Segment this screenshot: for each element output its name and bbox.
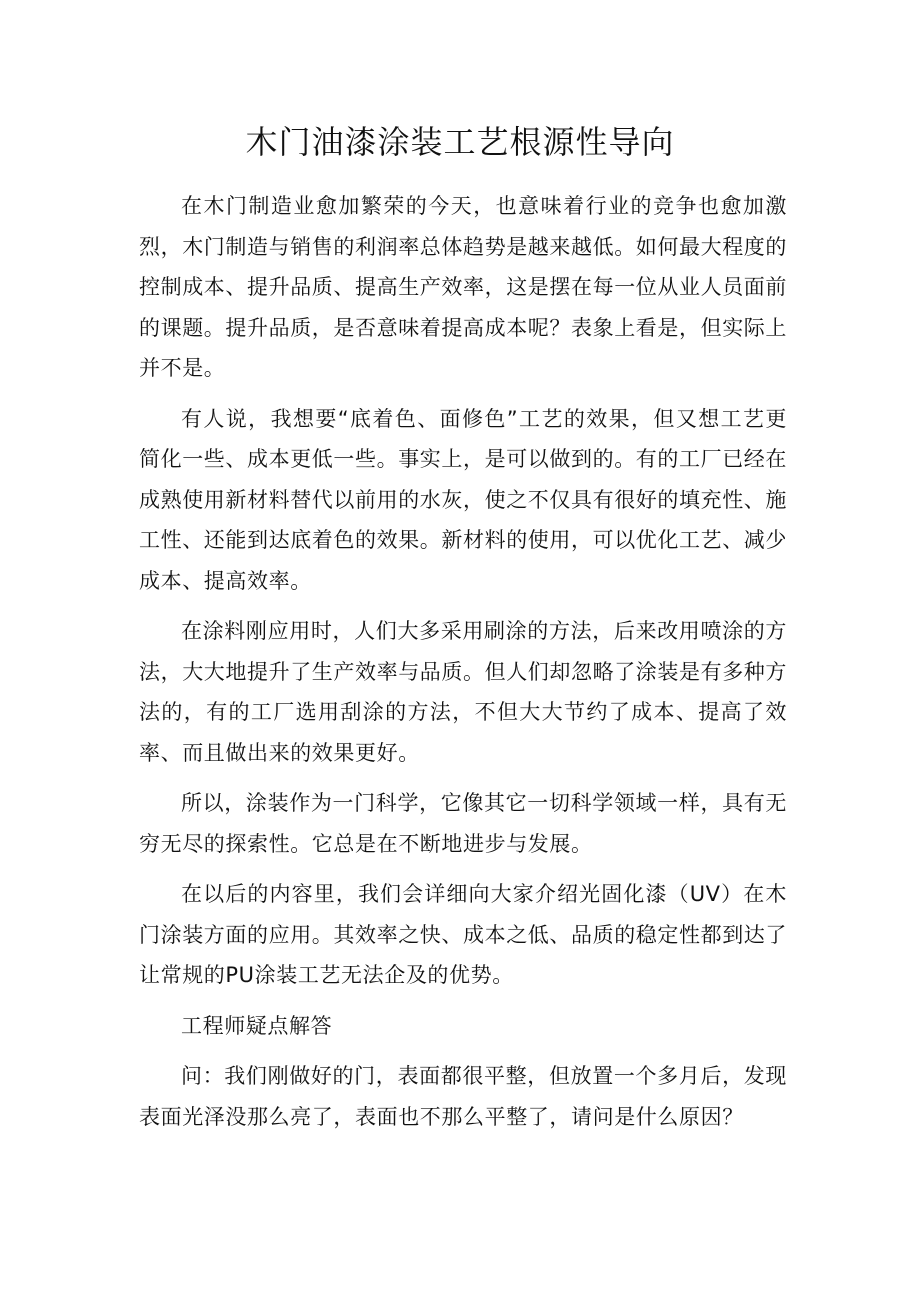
paragraph-coating-methods: 在涂料刚应用时，人们大多采用刷涂的方法，后来改用喷涂的方法，大大地提升了生产效率与品质。但人们却忽略了涂装是有多种方法的，有的工厂选用刮涂的方法，不但大大节约了成本、提高了效率、而且做出来的效果更好。 [139, 619, 787, 765]
document-body [139, 186, 787, 1147]
paragraph-uv: 在以后的内容里，我们会详细向大家介绍光固化漆（UV）在木门涂装方面的应用。其效率之快、成本之低、品质的稳定性都到达了让常规的PU涂装工艺无法企及的优势。 [139, 882, 787, 987]
document-title: 木门油漆涂装工艺根源性导向 [245, 123, 675, 161]
paragraph-new-material: 有人说，我想要“底着色、面修色”工艺的效果，但又想工艺更简化一些、成本更低一些。事实上，是可以做到的。有的工厂已经在成熟使用新材料替代以前用的水灰，使之不仅具有很好的填充性、施工性、还能到达底着色的效果。新材料的使用，可以优化工艺、减少成本、提高效率。 [139, 406, 787, 593]
paragraph-question: 问：我们刚做好的门，表面都很平整，但放置一个多月后，发现表面光泽没那么亮了，表面也不那么平整了，请问是什么原因？ [139, 1064, 787, 1129]
paragraph-intro: 在木门制造业愈加繁荣的今天，也意味着行业的竞争也愈加激烈，木门制造与销售的利润率总体趋势是越来越低。如何最大程度的控制成本、提升品质、提高生产效率，这是摆在每一位从业人员面前的课题。提升品质，是否意味着提高成本呢？表象上看是，但实际上并不是。 [139, 194, 787, 380]
paragraph-science: 所以，涂装作为一门科学，它像其它一切科学领域一样，具有无穷无尽的探索性。它总是在不断地进步与发展。 [139, 791, 787, 856]
section-heading-engineer-qa: 工程师疑点解答 [181, 1013, 333, 1038]
